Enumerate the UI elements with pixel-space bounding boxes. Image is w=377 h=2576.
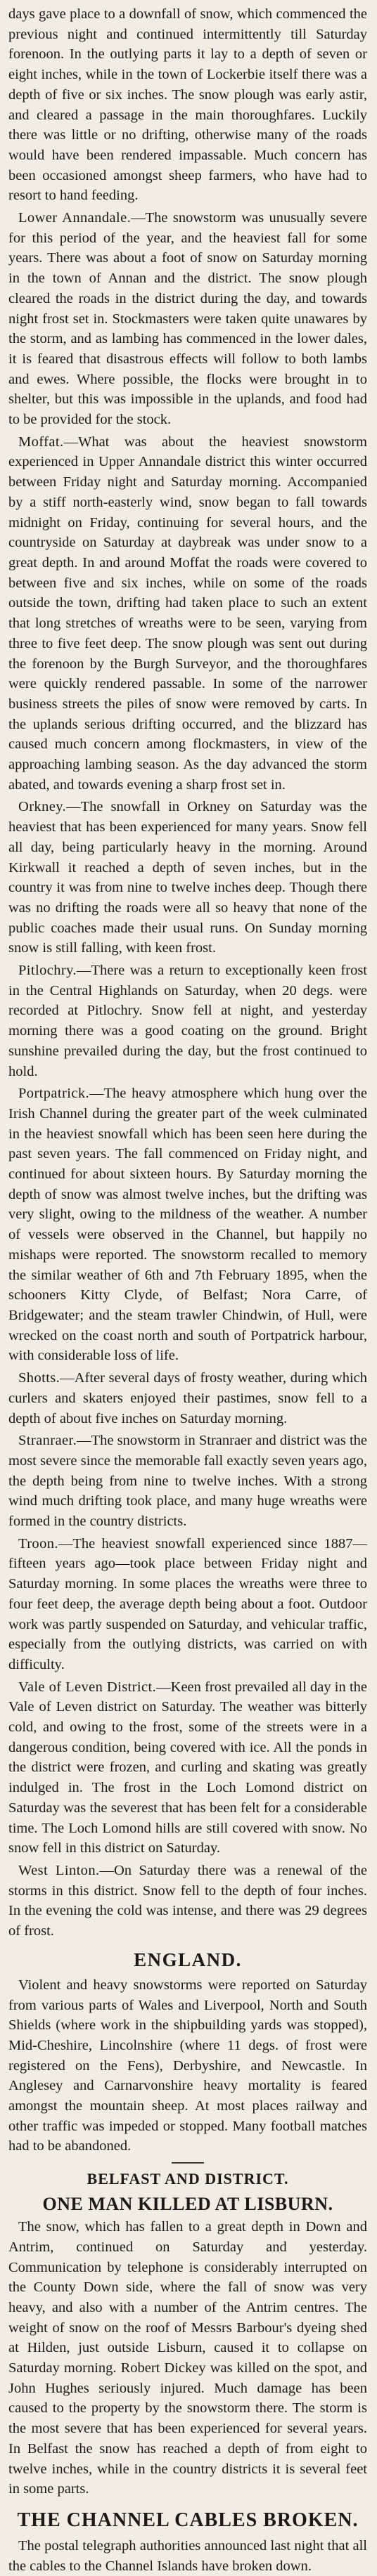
report-text: —Keen frost prevailed all day in the Vale of Leven district on Saturday. The weather was bitterly cold, and owing to the frost, some of the streets were in a dangerous condition, being covered with ice. All the ponds in the district were frozen, and curling and skating was greatly indulged in. The frost in the Loch Lomond district on Saturday was the severest that has been felt for a considerable time. The Loch Lomond hills are still covered with snow. No snow fell in this district on Saturday. <box>8 1679 367 1856</box>
report-lockerbie <box>8 4 367 206</box>
report-text: —The snowstorm was unusually severe for this period of the year, and the heaviest fall for some years. There was about a foot of snow on Saturday morning in the town of Annan and the district. The snow plough cleared the roads in the district during the day, and towards night frost set in. Stockmasters were taken quite unawares by the storm, and as lambing has commenced in the lower dales, it is feared that disastrous effects will follow to both lambs and ewes. Where possible, the flocks were brought in to shelter, but this was impossible in the uplands, and food had to be provided for the stock. <box>8 210 367 428</box>
report-text: —On Saturday there was a renewal of the storms in this district. Snow fell to the depth of four inches. In the evening the cold was intense, and there was 29 degrees of frost. <box>8 1862 367 1939</box>
place-name: Portpatrick. <box>18 1086 90 1102</box>
report-lower-annandale <box>8 208 367 430</box>
place-name: Troon. <box>18 1535 58 1552</box>
report-text: —The snowstorm in Stranraer and district was the most severe since the memorable fall exactly seven years ago, the depth being from nine to twelve inches. With a strong wind much drifting took place, and many huge wreaths were formed in the country districts. <box>8 1433 367 1530</box>
place-name: Orkney. <box>18 799 67 815</box>
place-name: Shotts. <box>18 1370 60 1386</box>
report-text: days gave place to a downfall of snow, which commenced the previous night and continued intermittently till Saturday forenoon. In the outlying parts it lay to a depth of seven or eight inches, while in the town of Lockerbie itself there was a depth of five or six inches. The snow plough was early astir, and cleared a passage in the main thoroughfares. Luckily there was little or no drifting, otherwise many of the roads would have been rendered impassable. Much concern has been occasioned amongst sheep farmers, who have had to resort to hand feeding. <box>8 6 367 204</box>
heading-belfast: BELFAST AND DISTRICT. <box>87 2170 289 2188</box>
report-england: Violent and heavy snowstorms were reported on Saturday from various parts of Wales and Liverpool, North and South Shields (where work in the shipbuilding yards was stopped), Mid-Cheshire, Lincolnshire (where 11 degs. of frost were registered on the Fens), Derbyshire, and Newcastle. In Anglesey and Carnarvonshire heavy mortality is feared amongst the mountain sheep. At most places railway and other traffic was impeded or stopped. Many football matches had to be abandoned. <box>8 1977 367 2154</box>
report-text: —There was a return to exceptionally keen frost in the Central Highlands on Saturday, when 20 degs. were recorded at Pitlochry. Snow fell at night, and yesterday morning there was a good coating on the ground. Bright sunshine prevailed during the day, but the frost continued to hold. <box>8 963 367 1079</box>
report-stranraer <box>8 1431 367 1532</box>
place-name: West Linton. <box>18 1862 100 1878</box>
heading-england: ENGLAND. <box>134 1949 242 1970</box>
report-west-linton <box>8 1861 367 1941</box>
report-text: —What was about the heaviest snowstorm experienced in Upper Annandale district this winter occurred between Friday night and Saturday morning. Accompanied by a stiff north-easterly wind, snow began to fall towards midnight on Friday, continuing for several hours, and the countryside on Saturday at daybreak was under snow to a great depth. In and around Moffat the roads were covered to between five and six inches, while on some of the roads outside the town, drifting had taken place to such an extent that long stretches of wreaths were to be seen, varying from three to five feet deep. The snow plough was sent out during the forenoon by the Burgh Surveyor, and the thoroughfares were quickly rendered passable. In some of the narrower business streets the piles of snow were removed by carts. In the uplands serious drifting occurred, and the blizzard has caused much concern among flockmasters, in view of the approaching lambing season. As the day advanced the storm abated, and towards evening a sharp frost set in. <box>8 434 367 793</box>
report-troon <box>8 1534 367 1675</box>
report-text: —The heavy atmosphere which hung over the Irish Channel during the greater part of the week culminated in the heaviest snowfall which has been seen here during the past seven years. The fall commenced on Friday night, and continued for about sixteen hours. By Saturday morning the depth of snow was almost twelve inches, but the drifting was very slight, owing to the mildness of the weather. A number of vessels were observed in the Channel, but happily no mishaps were reported. The snowstorm recalled to memory the similar weather of 6th and 7th February 1895, when the schooners Kitty Clyde, of Belfast; Nora Carre, of Bridgewater; and the steam trawler Chindwin, of Hull, were wrecked on the coast north and south of Portpatrick harbour, with considerable loss of life. <box>8 1086 367 1364</box>
report-pitlochry <box>8 961 367 1081</box>
report-belfast: The snow, which has fallen to a great depth in Down and Antrim, continued on Saturday and yesterday. Communication by telephone is considerably interrupted on the County Down side, where the fall of snow was very heavy, and also with a number of the Antrim centres. The weight of snow on the roof of Messrs Barbour's dyeing shed at Hilden, just outside Lisburn, caused it to collapse on Saturday morning. Robert Dickey was killed on the spot, and John Hughes seriously injured. Much damage has been caused to the property by the snowstorm there. The storm is the most severe that has been experienced for several years. In Belfast the snow has reached a depth of from eight to twelve inches, while in the country districts it is several feet in some parts. <box>8 2219 367 2497</box>
report-text: —The snowfall in Orkney on Saturday was the heaviest that has been experienced for many years. Snow fell all day, being particularly heavy in the morning. Around Kirkwall it reached a depth of seven inches, but in the country it was from nine to twelve inches deep. Though there was no drifting the roads were all so heavy that none of the public coaches made their usual runs. On Sunday morning snow is still falling, with keen frost. <box>8 799 367 956</box>
report-shotts <box>8 1368 367 1429</box>
report-text: —After several days of frosty weather, during which curlers and skaters enjoyed their pastimes, snow fell to a depth of about five inches on Saturday morning. <box>8 1370 367 1426</box>
place-name: Pitlochry. <box>18 963 77 979</box>
report-channel-cables: The postal telegraph authorities announced last night that all the cables to the Channel Islands have broken down. <box>8 2537 367 2574</box>
report-portpatrick <box>8 1084 367 1366</box>
report-vale-of-leven <box>8 1677 367 1859</box>
report-orkney <box>8 797 367 958</box>
place-name: Stranraer. <box>18 1433 77 1449</box>
subheading-lisburn: ONE MAN KILLED AT LISBURN. <box>42 2194 333 2215</box>
report-moffat <box>8 432 367 795</box>
section-divider <box>172 2162 204 2164</box>
place-name: Moffat. <box>18 434 64 450</box>
heading-channel-cables: THE CHANNEL CABLES BROKEN. <box>17 2509 359 2531</box>
report-text: —The heaviest snowfall experienced since 1887—fifteen years ago—took place between Friday night and Saturday morning. In some places the wreaths were three to four feet deep, the average depth being about a foot. Outdoor work was partly suspended on Saturday, and vehicular traffic, especially from the outlying districts, was carried on with difficulty. <box>8 1535 367 1672</box>
weather-reports-section <box>8 4 367 1941</box>
place-name: Vale of Leven District. <box>18 1679 157 1695</box>
place-name: Lower Annandale. <box>18 210 132 226</box>
